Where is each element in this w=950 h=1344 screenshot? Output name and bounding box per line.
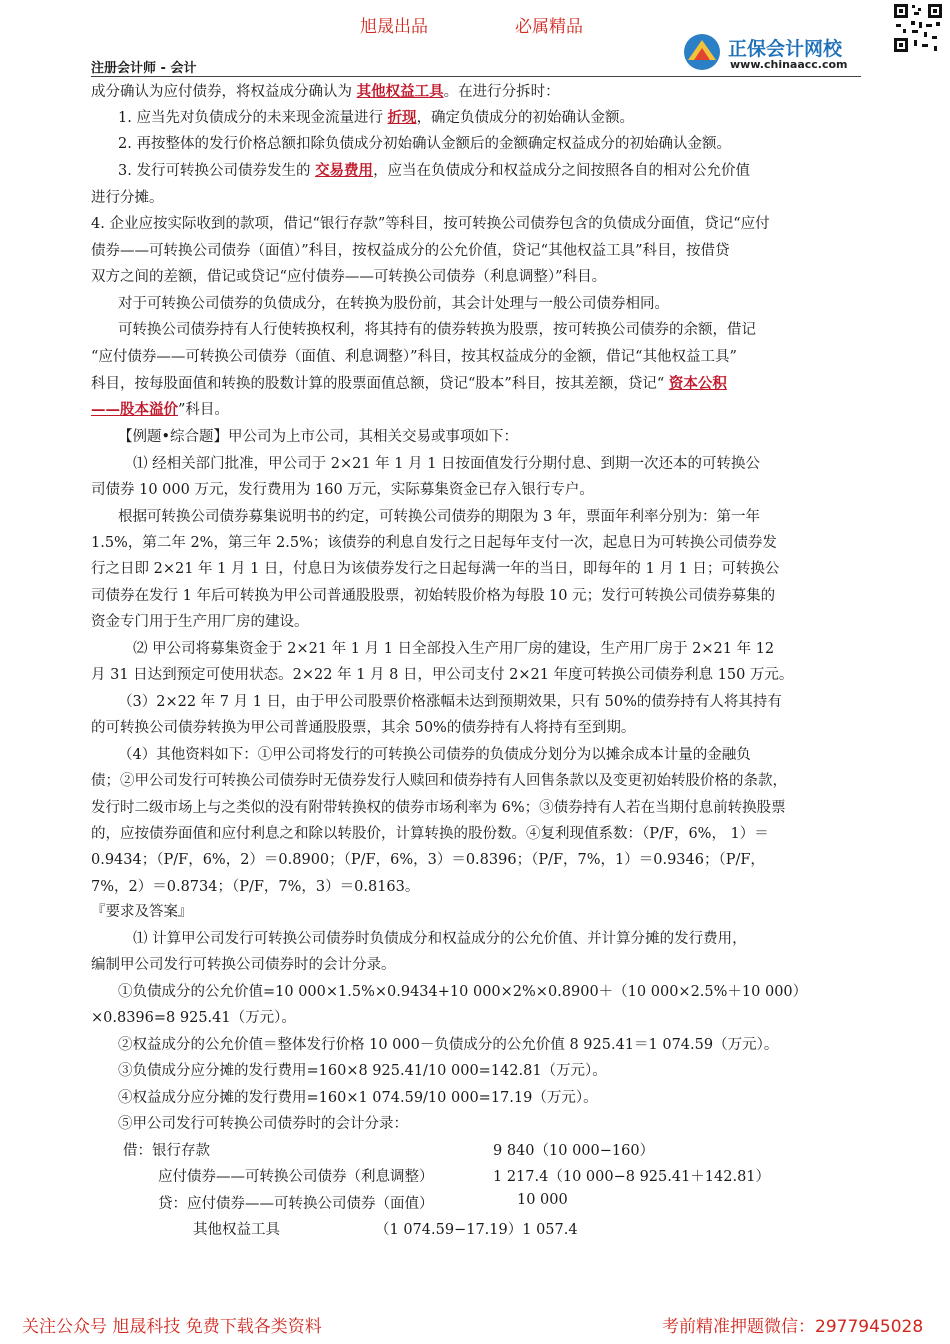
text-segment: 双方之间的差额，借记或贷记“应付债券——可转换公司债券（利息调整）”科目。 xyxy=(91,269,607,285)
journal-account: 应付债券——可转换公司债券（利息调整） xyxy=(158,1169,434,1185)
text-segment: ”科目。 xyxy=(178,402,229,418)
keyword-highlight: 资本公积 xyxy=(668,375,727,392)
text-segment: ，应当在负债成分和权益成分之间按照各自的相对公允价值 xyxy=(373,163,751,179)
text-segment: ④权益成分应分摊的发行费用=160×1 074.59/10 000=17.19（万元）。 xyxy=(118,1090,598,1106)
text-line xyxy=(118,106,634,127)
text-segment: “应付债券——可转换公司债券（面值、利息调整）”科目，按其权益成分的金额，借记“其他权益工具” xyxy=(91,349,737,365)
text-segment: 司债券在发行 1 年后可转换为甲公司普通股股票，初始转股价格为每股 10 元；发行可转换公司债券募集的 xyxy=(91,588,776,604)
text-line xyxy=(118,1086,598,1107)
text-line xyxy=(91,1006,296,1027)
text-segment: 司债券 10 000 万元，发行费用为 160 万元，实际募集资金已存入银行专户。 xyxy=(91,482,594,498)
text-line xyxy=(118,425,518,446)
journal-account: 贷：应付债券——可转换公司债券（面值） xyxy=(158,1196,434,1212)
brand-logo xyxy=(680,30,860,74)
text-segment: ②权益成分的公允价值＝整体发行价格 10 000－负债成分的公允价值 8 925.41＝1 074.59（万元）。 xyxy=(118,1037,779,1053)
journal-amount: （1 074.59−17.19）1 057.4 xyxy=(375,1222,578,1238)
footer-right-note: 考前精准押题微信：2977945028 xyxy=(662,1317,924,1337)
text-line xyxy=(91,875,419,896)
text-segment: 3. 发行可转换公司债券发生的 xyxy=(118,163,316,179)
text-line xyxy=(118,1112,408,1133)
header-slogan-right: 必属精品 xyxy=(515,17,583,37)
text-line xyxy=(118,1059,607,1080)
text-line xyxy=(118,292,669,313)
keyword-highlight: ——股本溢价 xyxy=(91,401,178,418)
text-line xyxy=(91,769,787,790)
text-line xyxy=(91,186,164,207)
text-segment: 行之日即 2×21 年 1 月 1 日，付息日为该债券发行之日起每满一年的当日，即每年的 1 月 1 日；可转换公 xyxy=(91,561,780,577)
text-line xyxy=(91,848,765,869)
text-segment: 『要求及答案』 xyxy=(91,904,193,920)
text-line xyxy=(91,212,770,233)
keyword-highlight: 其他权益工具 xyxy=(356,83,444,100)
text-segment: 。在进行分拆时： xyxy=(443,84,560,100)
text-line xyxy=(91,345,737,366)
text-segment: 编制甲公司发行可转换公司债券时的会计分录。 xyxy=(91,957,396,973)
footer-left-note: 关注公众号 旭晟科技 免费下载各类资料 xyxy=(22,1317,322,1337)
journal-amount: 10 000 xyxy=(517,1192,568,1208)
text-segment: 进行分摊。 xyxy=(91,190,164,206)
text-segment: ×0.8396=8 925.41（万元）。 xyxy=(91,1010,296,1026)
logo-url[interactable]: www.chinaacc.com xyxy=(730,58,848,71)
text-line xyxy=(91,953,396,974)
text-segment: 1.5%，第二年 2%，第三年 2.5%；该债券的利息自发行之日起每年支付一次，起息日为可转换公司债券发 xyxy=(91,535,777,551)
text-line xyxy=(118,743,751,764)
text-line xyxy=(91,716,635,737)
text-line xyxy=(118,132,731,153)
text-segment: 债；②甲公司发行可转换公司债券时无债券发行人赎回和债券持有人回售条款以及变更初始转股价格的条款， xyxy=(91,773,787,789)
text-segment: 可转换公司债券持有人行使转换权利，将其持有的债券转换为股票，按可转换公司债券的余额，借记 xyxy=(118,322,756,338)
keyword-highlight: 折现 xyxy=(387,109,417,126)
journal-amount: 1 217.4（10 000−8 925.41＋142.81） xyxy=(493,1169,771,1185)
text-line xyxy=(91,239,730,260)
text-line xyxy=(91,584,775,605)
keyword-highlight: 交易费用 xyxy=(315,162,374,179)
text-segment: ③负债成分应分摊的发行费用=160×8 925.41/10 000=142.81（万元）。 xyxy=(118,1063,607,1079)
text-segment: （4）其他资料如下：①甲公司将发行的可转换公司债券的负债成分划分为以摊余成本计量的金融负 xyxy=(118,747,751,763)
text-segment: 4. 企业应按实际收到的款项，借记“银行存款”等科目，按可转换公司债券包含的负债成分面值，贷记“应付 xyxy=(91,216,770,232)
text-segment: ⑵ 甲公司将募集资金于 2×21 年 1 月 1 日全部投入生产用厂房的建设，生产用厂房于 2×21 年 12 xyxy=(133,641,775,657)
logo-name: 正保会计网校 xyxy=(728,38,843,60)
text-line xyxy=(118,318,756,339)
text-line xyxy=(133,452,760,473)
journal-amount: 9 840（10 000−160） xyxy=(493,1143,655,1159)
text-segment: 月 31 日达到预定可使用状态。2×22 年 1 月 8 日，甲公司支付 2×21 年度可转换公司债券利息 150 万元。 xyxy=(91,667,794,683)
text-line xyxy=(91,372,727,393)
text-segment: ⑤甲公司发行可转换公司债券时的会计分录： xyxy=(118,1116,408,1132)
text-segment: ⑴ 计算甲公司发行可转换公司债券时负债成分和权益成分的公允价值、并计算分摊的发行费用， xyxy=(133,931,747,947)
text-line xyxy=(91,531,777,552)
text-line xyxy=(118,690,782,711)
text-segment: 成分确认为应付债券，将权益成分确认为 xyxy=(91,84,357,100)
text-segment: 的可转换公司债券转换为甲公司普通股股票，其余 50%的债券持有人将持有至到期。 xyxy=(91,720,636,736)
text-segment: 7%，2）＝0.8734；（P/F，7%，3）＝0.8163。 xyxy=(91,879,420,895)
header-slogan-left: 旭晟出品 xyxy=(360,17,428,37)
logo-emblem-icon xyxy=(680,32,724,72)
text-segment: 1. 应当先对负债成分的未来现金流量进行 xyxy=(118,110,388,126)
text-line xyxy=(91,822,769,843)
text-segment: （3）2×22 年 7 月 1 日，由于甲公司股票价格涨幅未达到预期效果，只有 50%的债券持有人将其持有 xyxy=(118,694,782,710)
text-segment: ，确定负债成分的初始确认金额。 xyxy=(416,110,635,126)
text-line xyxy=(91,557,779,578)
text-segment: 资金专门用于生产用厂房的建设。 xyxy=(91,614,309,630)
journal-account: 借：银行存款 xyxy=(123,1143,210,1159)
header-divider xyxy=(91,76,861,77)
text-segment: 0.9434；（P/F，6%，2）＝0.8900；（P/F，6%，3）＝0.8396；（P/F，7%，1）＝0.9346；（P/F， xyxy=(91,852,765,868)
text-line xyxy=(91,80,560,101)
text-line xyxy=(91,796,786,817)
text-line xyxy=(133,927,747,948)
text-line xyxy=(133,637,774,658)
text-segment: 根据可转换公司债券募集说明书的约定，可转换公司债券的期限为 3 年，票面年利率分别为：第一年 xyxy=(118,509,760,525)
text-line xyxy=(118,1033,778,1054)
text-segment: 科目，按每股面值和转换的股数计算的股票面值总额，贷记“股本”科目，按其差额，贷记“ xyxy=(91,376,669,392)
text-segment: 2. 再按整体的发行价格总额扣除负债成分初始确认金额后的金额确定权益成分的初始确认金额。 xyxy=(118,136,731,152)
text-line xyxy=(91,265,606,286)
text-line xyxy=(118,980,807,1001)
text-line xyxy=(91,478,594,499)
text-line xyxy=(118,159,750,180)
text-line xyxy=(91,610,309,631)
text-line xyxy=(91,398,229,419)
text-segment: 发行时二级市场上与之类似的没有附带转换权的债券市场利率为 6%；③债券持有人若在当期付息前转换股票 xyxy=(91,800,786,816)
text-line xyxy=(91,663,793,684)
text-segment: 对于可转换公司债券的负债成分，在转换为股份前，其会计处理与一般公司债券相同。 xyxy=(118,296,669,312)
text-segment: ①负债成分的公允价值=10 000×1.5%×0.9434+10 000×2%×0.8900＋（10 000×2.5%＋10 000） xyxy=(118,984,808,1000)
text-segment: ⑴ 经相关部门批准，甲公司于 2×21 年 1 月 1 日按面值发行分期付息、到期一次还本的可转换公 xyxy=(133,456,761,472)
text-segment: 的，应按债券面值和应付利息之和除以转股价，计算转换的股份数。④复利现值系数：（P/F，6%， 1）＝ xyxy=(91,826,769,842)
page-subtitle: 注册会计师 - 会计 xyxy=(91,61,197,76)
text-line xyxy=(118,505,760,526)
text-segment: 【例题•综合题】甲公司为上市公司，其相关交易或事项如下： xyxy=(118,429,519,445)
journal-account: 其他权益工具 xyxy=(193,1222,280,1238)
text-line xyxy=(91,900,193,921)
text-segment: 债券——可转换公司债券（面值）”科目，按权益成分的公允价值，贷记“其他权益工具”科目，按借贷 xyxy=(91,243,730,259)
qr-code-icon xyxy=(892,2,944,54)
